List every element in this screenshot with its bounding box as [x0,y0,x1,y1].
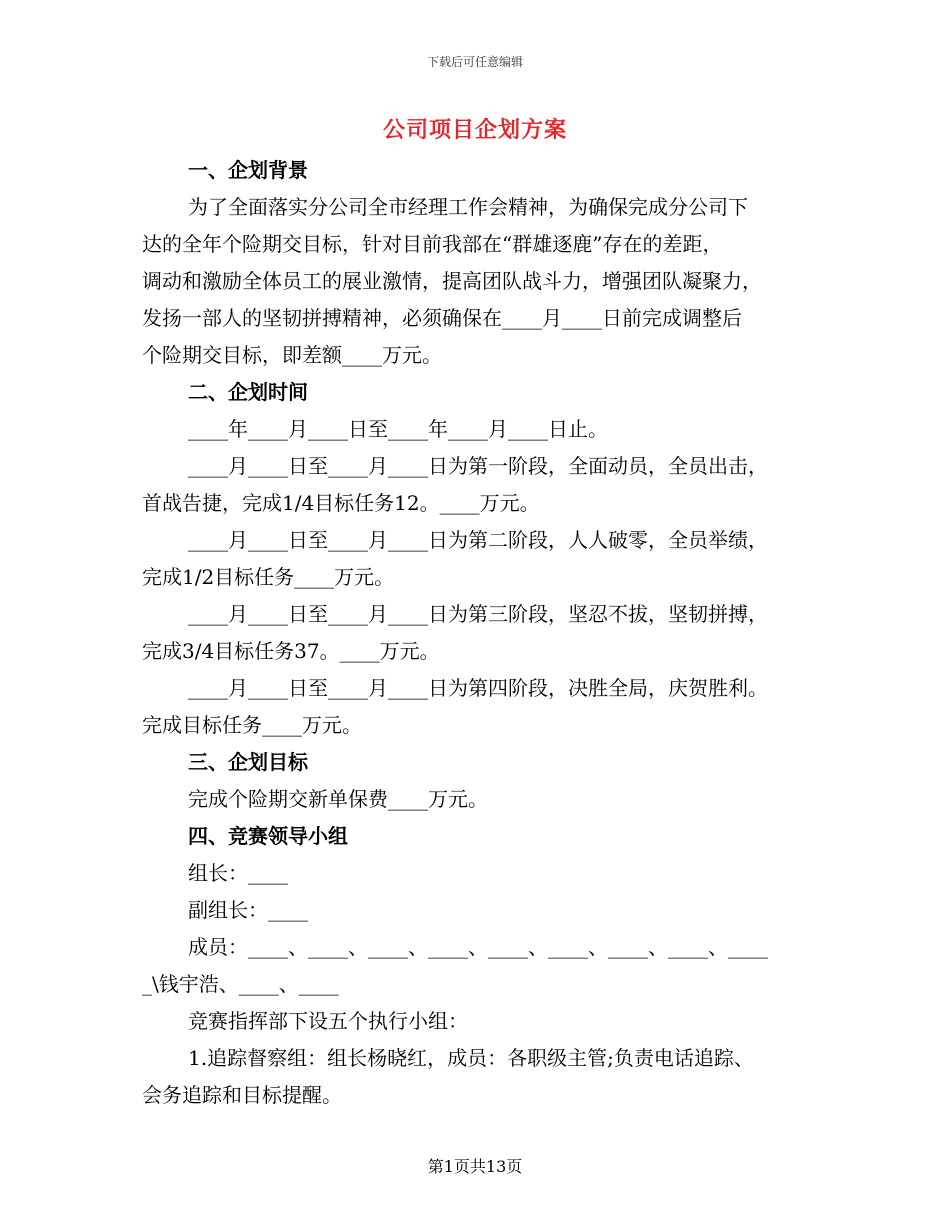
paragraph-line: ____月____日至____月____日为第一阶段，全面动员，全员出击， [188,454,768,478]
section-heading-4: 四、竞赛领导小组 [188,824,348,848]
paragraph-line: ____月____日至____月____日为第三阶段，坚忍不拔，坚韧拼搏， [188,602,768,626]
paragraph-line: 完成个险期交新单保费____万元。 [188,787,488,811]
paragraph-line: 完成目标任务____万元。 [142,713,362,737]
paragraph-line: 成员：____、____、____、____、____、____、____、____、____ [188,935,768,959]
header-note: 下载后可任意编辑 [426,55,523,69]
paragraph-line: 调动和激励全体员工的展业激情，提高团队战斗力，增强团队凝聚力， [142,269,762,293]
paragraph-line: ____年____月____日至____年____月____日止。 [188,417,608,441]
paragraph-line: 1.追踪督察组：组长杨晓红，成员：各职级主管;负责电话追踪、 [188,1046,754,1070]
paragraph-line: 达的全年个险期交目标，针对目前我部在“群雄逐鹿”存在的差距， [142,232,723,256]
section-heading-3: 三、企划目标 [188,750,308,774]
paragraph-line: 完成1/2目标任务____万元。 [142,565,395,589]
section-heading-1: 一、企划背景 [188,158,308,182]
paragraph-line: 副组长：____ [188,898,308,922]
paragraph-line: 为了全面落实分公司全市经理工作会精神，为确保完成分公司下 [188,195,748,219]
paragraph-line: 个险期交目标，即差额____万元。 [142,343,442,367]
paragraph-line: _\钱宇浩、____、____ [142,972,339,996]
paragraph-line: 首战告捷，完成1/4目标任务12。____万元。 [142,491,540,515]
paragraph-line: 完成3/4目标任务37。____万元。 [142,639,440,663]
paragraph-line: 组长：____ [188,861,288,885]
page-number: 第1页共13页 [427,1157,523,1176]
paragraph-line: 发扬一部人的坚韧拼搏精神，必须确保在____月____日前完成调整后 [142,306,742,330]
document-title: 公司项目企划方案 [382,117,567,143]
paragraph-line: ____月____日至____月____日为第二阶段，人人破零，全员举绩， [188,528,768,552]
paragraph-line: ____月____日至____月____日为第四阶段，决胜全局，庆贺胜利。 [188,676,768,700]
section-heading-2: 二、企划时间 [188,380,308,404]
paragraph-line: 会务追踪和目标提醒。 [142,1083,342,1107]
paragraph-line: 竞赛指挥部下设五个执行小组： [188,1009,468,1033]
